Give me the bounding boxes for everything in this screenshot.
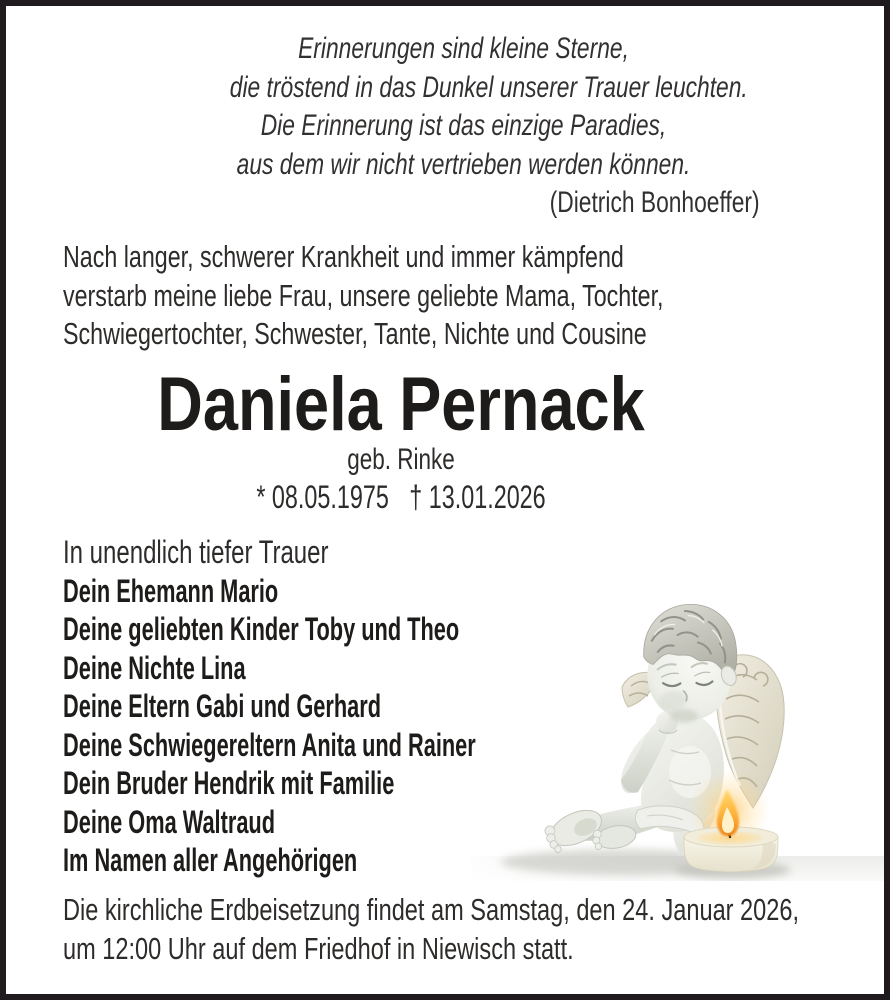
intro-line: Nach langer, schwerer Krankheit und immer kämpfend (63, 239, 624, 274)
quote-line: Erinnerungen sind kleine Sterne, (298, 32, 629, 65)
mourner-entry: Deine Schwiegereltern Anita und Rainer (63, 726, 476, 763)
intro-paragraph (63, 238, 864, 354)
birth-date: * 08.05.1975 (256, 479, 389, 515)
quote-line: Die Erinnerung ist das einzige Paradies, (260, 109, 667, 142)
intro-line: verstarb meine liebe Frau, unsere geliebte Mama, Tochter, (63, 277, 664, 313)
quote-line: die tröstend in das Dunkel unserer Trauer leuchten. (229, 70, 748, 104)
angel-candle-illustration (471, 574, 890, 881)
mourners-lead-in: In unendlich tiefer Trauer (63, 534, 329, 570)
funeral-info (63, 891, 890, 968)
photo-floor (471, 849, 890, 881)
mourner-entry: Dein Bruder Hendrik mit Familie (63, 765, 395, 801)
mourner-entry: Dein Ehemann Mario (63, 572, 279, 609)
life-dates (113, 480, 690, 514)
opening-quote (156, 30, 771, 223)
funeral-line: um 12:00 Uhr auf dem Friedhof in Niewisch statt. (63, 930, 574, 966)
mourner-entry: Deine Nichte Lina (63, 649, 246, 686)
funeral-line: Die kirchliche Erdbeisetzung findet am Samstag, den 24. Januar 2026, (63, 892, 800, 927)
memorial-photo (471, 574, 890, 881)
quote-attribution: (Dietrich Bonhoeffer) (549, 186, 760, 219)
mourner-entry: Im Namen aller Angehörigen (63, 842, 358, 878)
deceased-name: Daniela Pernack (157, 362, 645, 447)
quote-line: aus dem wir nicht vertrieben werden können. (236, 147, 691, 181)
mourner-entry: Deine geliebten Kinder Toby und Theo (63, 611, 460, 647)
maiden-name: geb. Rinke (347, 443, 455, 476)
mourner-entry: Deine Oma Waltraud (63, 803, 276, 840)
death-date: † 13.01.2026 (409, 479, 546, 515)
mourner-entry: Deine Eltern Gabi und Gerhard (63, 688, 381, 724)
intro-line: Schwiegertochter, Schwester, Tante, Nichte und Cousine (63, 316, 647, 351)
